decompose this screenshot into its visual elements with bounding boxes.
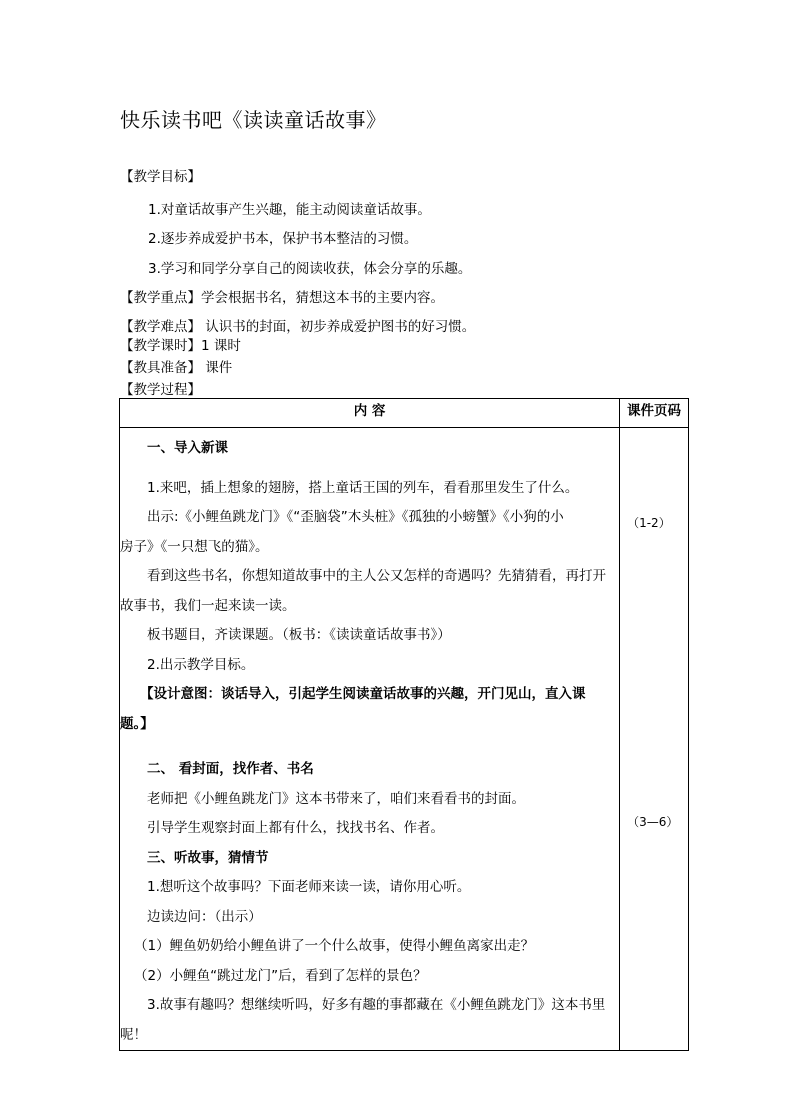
paragraph: 边读边问：（出示）	[147, 908, 262, 925]
objective-item: 1.对童话故事产生兴趣，能主动阅读童话故事。	[148, 202, 431, 218]
paragraph: 老师把《小鲤鱼跳龙门》这本书带来了，咱们来看看书的封面。	[147, 790, 525, 807]
paragraph: 板书题目，齐读课题。（板书：《读读童话故事书》）	[147, 627, 451, 643]
paragraph: 呢！	[120, 1026, 147, 1043]
question: （1）鲤鱼奶奶给小鲤鱼讲了一个什么故事，使得小鲤鱼离家出走？	[134, 938, 535, 954]
difficulty: 【教学难点】 认识书的封面，初步养成爱护图书的好习惯。	[120, 319, 476, 335]
paragraph: 2.出示教学目标。	[147, 656, 255, 673]
page-ref: （1-2）	[627, 516, 671, 530]
objective-item: 2.逐步养成爱护书本，保护书本整洁的习惯。	[148, 231, 418, 247]
table-header-row	[120, 399, 689, 428]
teaching-tools: 【教具准备】 课件	[120, 360, 233, 376]
table-body-row	[120, 428, 689, 1051]
lesson-content-cell	[120, 428, 620, 1051]
header-content: 内 容	[120, 399, 620, 428]
header-pages: 课件页码	[620, 399, 689, 428]
paragraph: 1.来吧，插上想象的翅膀，搭上童话王国的列车，看看那里发生了什么。	[147, 479, 579, 496]
paragraph: 看到这些书名，你想知道故事中的主人公又怎样的奇遇吗？先猜猜看，再打开	[147, 568, 606, 584]
paragraph: 引导学生观察封面上都有什么，找找书名、作者。	[147, 820, 444, 836]
paragraph: 出示:《小鲤鱼跳龙门》《“歪脑袋”木头桩》《孤独的小螃蟹》《小狗的小	[147, 509, 564, 525]
objectives-heading: 【教学目标】	[120, 169, 201, 185]
process-heading: 【教学过程】	[120, 382, 201, 398]
section-title: 一、导入新课	[147, 440, 228, 456]
class-hours: 【教学课时】1 课时	[120, 338, 241, 354]
page-title: 快乐读书吧《读读童话故事》	[120, 108, 387, 132]
paragraph: 房子》《一只想飞的猫》。	[120, 538, 269, 555]
page-ref: （3—6）	[627, 815, 679, 829]
objective-item: 3.学习和同学分享自己的阅读收获，体会分享的乐趣。	[148, 261, 472, 277]
design-intent: 【设计意图：谈话导入，引起学生阅读童话故事的兴趣，开门见山，直入课	[140, 686, 586, 702]
page-ref-cell	[620, 428, 689, 1051]
section-title: 三、听故事，猜情节	[147, 849, 269, 866]
paragraph: 3.故事有趣吗？想继续听吗，好多有趣的事都藏在《小鲤鱼跳龙门》这本书里	[147, 997, 606, 1013]
design-intent: 题。】	[120, 715, 154, 732]
paragraph: 故事书，我们一起来读一读。	[120, 597, 296, 614]
section-title: 二、 看封面，找作者、书名	[147, 761, 314, 777]
lesson-process-table	[119, 398, 689, 1051]
question: （2）小鲤鱼“跳过龙门”后，看到了怎样的景色？	[134, 967, 427, 984]
key-point: 【教学重点】学会根据书名，猜想这本书的主要内容。	[120, 290, 444, 306]
paragraph: 1.想听这个故事吗？下面老师来读一读，请你用心听。	[147, 879, 471, 895]
